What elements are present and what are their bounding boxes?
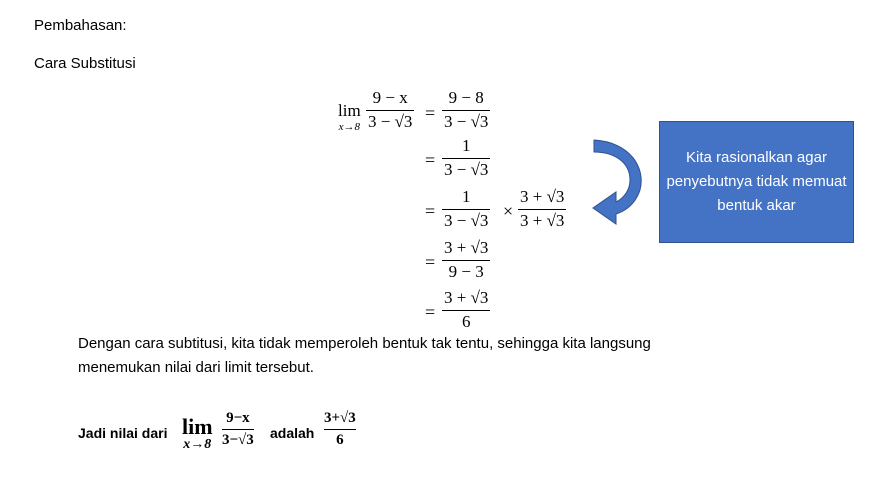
conclusion-denominator: 3−√3	[222, 432, 254, 448]
callout-text: Kita rasionalkan agar penyebutnya tidak memuat bentuk akar	[666, 149, 847, 214]
curved-arrow-icon	[590, 138, 648, 226]
conclusion-numerator: 9−x	[226, 410, 250, 426]
step-3-denominator-b: 3 + √3	[520, 211, 565, 230]
method-title: Cara Substitusi	[34, 55, 136, 72]
fraction-bar	[442, 209, 490, 210]
fraction-bar	[324, 429, 356, 430]
conclusion-lim-word: lim	[182, 414, 213, 439]
conclusion-fraction	[222, 410, 254, 449]
equals-sign-2: =	[425, 150, 436, 170]
fraction-bar	[518, 209, 566, 210]
fraction-bar	[442, 260, 490, 261]
fraction-bar	[442, 110, 490, 111]
step-5-denominator: 6	[461, 312, 471, 331]
result-denominator: 6	[336, 432, 344, 448]
step-3-numerator-b: 3 + √3	[520, 187, 565, 206]
step-1-denominator: 3 − √3	[444, 112, 489, 131]
step-3-fraction-b	[518, 187, 566, 231]
step-4-numerator: 3 + √3	[444, 238, 489, 257]
conclusion-middle: adalah	[270, 425, 315, 441]
step-2-fraction	[442, 136, 490, 180]
conclusion-lim-subscript: x→8	[183, 437, 212, 452]
callout-box	[659, 121, 854, 243]
equals-sign-3: =	[425, 201, 436, 221]
result-fraction	[324, 410, 356, 449]
heading: Pembahasan:	[34, 17, 127, 34]
explanation-line-1: Dengan cara subtitusi, kita tidak memperoleh bentuk tak tentu, sehingga kita langsung	[78, 335, 651, 352]
step-1-numerator: 9 − 8	[448, 88, 484, 107]
fraction-bar	[442, 158, 490, 159]
step-4-fraction	[442, 238, 490, 282]
fraction-bar	[222, 429, 254, 430]
step-0-fraction	[366, 88, 414, 132]
step-3-numerator-a: 1	[461, 187, 471, 206]
limit-operator	[338, 103, 361, 135]
step-0-denominator: 3 − √3	[368, 112, 413, 131]
step-2-numerator: 1	[461, 136, 471, 155]
equals-sign-5: =	[425, 302, 436, 322]
lim-word: lim	[338, 101, 361, 120]
fraction-bar	[442, 310, 490, 311]
step-2-denominator: 3 − √3	[444, 160, 489, 179]
fraction-bar	[366, 110, 414, 111]
step-3-fraction-a	[442, 187, 490, 231]
equals-sign-1: =	[425, 103, 436, 123]
step-3-denominator-a: 3 − √3	[444, 211, 489, 230]
result-numerator: 3+√3	[324, 410, 356, 426]
times-sign: ×	[503, 201, 514, 221]
step-1-fraction	[442, 88, 490, 132]
conclusion-prefix: Jadi nilai dari	[78, 425, 168, 441]
lim-subscript: x→8	[338, 121, 361, 133]
equals-sign-4: =	[425, 252, 436, 272]
step-5-fraction	[442, 288, 490, 332]
conclusion-limit-operator	[182, 416, 213, 452]
step-4-denominator: 9 − 3	[448, 262, 484, 281]
explanation-line-2: menemukan nilai dari limit tersebut.	[78, 359, 314, 376]
step-5-numerator: 3 + √3	[444, 288, 489, 307]
step-0-numerator: 9 − x	[372, 88, 408, 107]
